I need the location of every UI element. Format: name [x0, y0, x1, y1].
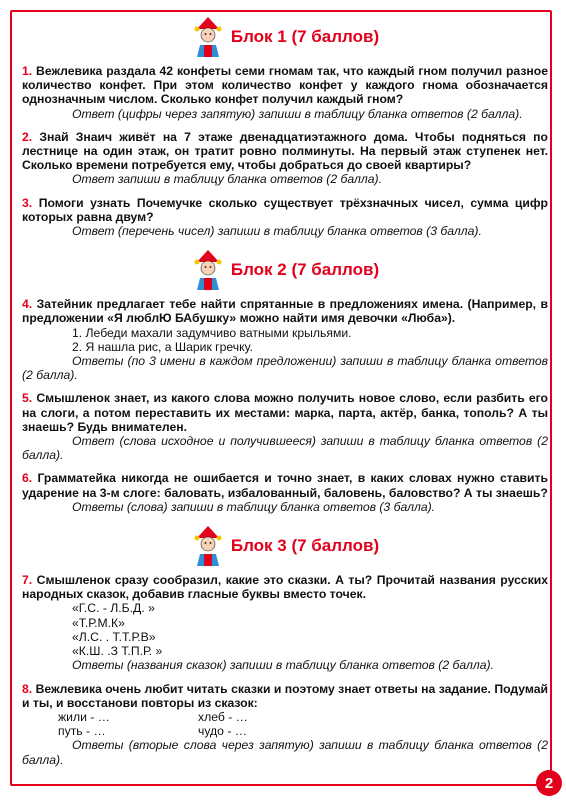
task-line: 2. Я нашла рис, а Шарик гречку.: [72, 339, 253, 354]
task-8: [22, 682, 548, 767]
task-number: 2.: [22, 129, 33, 144]
coded-tale: «К.Ш. .З Т.П.Р. »: [72, 644, 163, 659]
task-line: 1. Лебеди махали задумчиво ватными крыльями.: [72, 325, 352, 340]
task-3: [22, 196, 548, 239]
block-title: Блок 2 (7 баллов): [230, 260, 380, 280]
coded-tale: «Г.С. - Л.Б.Д. »: [72, 601, 155, 616]
task-number: 1.: [22, 64, 33, 78]
task-answer-instruction: Ответ (перечень чисел) запиши в таблицу бланка ответов (3 балла).: [72, 224, 482, 239]
task-number: 6.: [22, 471, 33, 486]
task-answer-instruction: Ответ запиши в таблицу бланка ответов (2 балла).: [72, 172, 382, 187]
task-number: 3.: [22, 195, 33, 210]
block-title: Блок 3 (7 баллов): [230, 536, 380, 556]
jester-girl-mascot-icon: [191, 524, 225, 568]
page-number-badge: 2: [536, 770, 562, 796]
task-question: Смышленок знает, из какого слова можно получить новое слово, если разбить его на слоги, а потом переставить их местами: марка, парта, актёр, банка, тополь? А ты знаешь? Будь внимателен.: [22, 391, 548, 434]
task-1: [22, 64, 548, 121]
task-5: [22, 391, 548, 462]
task-question: Помоги узнать Почемучке сколько существует трёхзначных чисел, сумма цифр которых равна двум?: [22, 195, 549, 224]
word-prompt: хлеб - …: [198, 709, 248, 724]
task-4: [22, 297, 548, 382]
task-number: 4.: [22, 297, 33, 312]
jester-girl-mascot-icon: [191, 15, 225, 59]
task-answer-instruction: Ответ (цифры через запятую) запиши в таблицу бланка ответов (2 балла).: [72, 106, 523, 121]
task-question: Затейник предлагает тебе найти спрятанные в предложениях имена. (Например, в предложении «Я люблЮ БАбушку» можно найти имя девочки «Люба»).: [22, 297, 548, 326]
task-question: Вежлевика очень любит читать сказки и поэтому знает ответы на задание. Подумай и ты, и восстанови повторы из сказок:: [22, 681, 548, 710]
task-6: [22, 471, 548, 514]
word-pair-row: [22, 724, 548, 738]
block-3-header: [22, 523, 548, 569]
coded-tale: «Т.Р.М.К»: [72, 615, 125, 630]
task-answer-instruction: Ответы (слова) запиши в таблицу бланка ответов (3 балла).: [72, 499, 436, 514]
word-prompt: чудо - …: [198, 724, 247, 739]
task-answer-instruction: Ответы (по 3 имени в каждом предложении) запиши в таблицу бланка ответов (2 балла).: [22, 354, 548, 383]
task-number: 7.: [22, 573, 33, 588]
task-question: Смышленок сразу сообразил, какие это сказки. А ты? Прочитай названия русских народных сказок, добавив гласные буквы вместо точек.: [22, 573, 548, 602]
task-question: Знай Знаич живёт на 7 этаже двенадцатиэтажного дома. Чтобы подняться по лестнице на один этаж, он тратит ровно полминуты. На первый этаж ступенек нет. Сколько времени потребуется ему, чтобы добраться до своей квартиры?: [22, 129, 548, 173]
task-number: 8.: [22, 681, 33, 696]
task-answer-instruction: Ответы (вторые слова через запятую) запиши в таблицу бланка ответов (2 балла).: [22, 738, 548, 767]
worksheet: [22, 14, 548, 776]
word-pair-row: [22, 710, 548, 724]
task-2: [22, 130, 548, 187]
task-answer-instruction: Ответ (слова исходное и получившееся) запиши в таблицу бланка ответов (2 балла).: [22, 434, 548, 463]
task-7: [22, 573, 548, 672]
block-2-header: [22, 247, 548, 293]
word-prompt: путь - …: [58, 724, 106, 739]
word-prompt: жили - …: [58, 709, 110, 724]
coded-tale: «Л.С. . Т.Т.Р.В»: [72, 629, 156, 644]
task-number: 5.: [22, 391, 33, 406]
block-title: Блок 1 (7 баллов): [230, 27, 380, 46]
task-question: Грамматейка никогда не ошибается и точно знает, в каких словах нужно ставить ударение на 3-м слоге: баловать, избалованный, баловень, баловство? А ты знаешь?: [22, 471, 549, 500]
block-1-header: [22, 14, 548, 60]
task-question: Вежлевика раздала 42 конфеты семи гномам так, что каждый гном получил разное количество конфет. При этом количество конфет у каждого гнома обозначается однозначным числом. Сколько конфет получил каждый гном?: [22, 64, 549, 107]
jester-girl-mascot-icon: [191, 248, 225, 292]
task-answer-instruction: Ответы (названия сказок) запиши в таблицу бланка ответов (2 балла).: [72, 658, 494, 673]
